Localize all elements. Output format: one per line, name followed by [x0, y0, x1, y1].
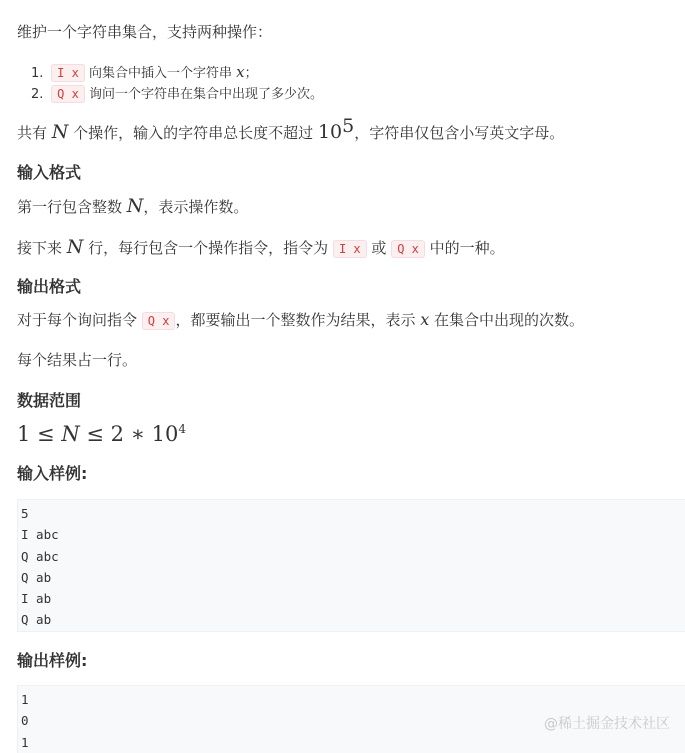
- math-op: ∗: [124, 422, 152, 446]
- list-item: [31, 83, 323, 106]
- text: ，表示操作数。: [143, 198, 249, 216]
- math-var: x: [420, 310, 430, 329]
- sample-input-heading: 输入样例:: [17, 464, 88, 483]
- output-format-heading: 输出格式: [17, 277, 82, 296]
- math-var: N: [51, 121, 69, 143]
- sample-output-heading: 输出样例:: [17, 651, 88, 670]
- list-item: [31, 61, 258, 85]
- input-line-2: [17, 235, 505, 261]
- range-formula: [17, 420, 186, 448]
- input-line-1: [17, 194, 248, 219]
- list-number: 2.: [31, 87, 44, 102]
- text: 接下来: [17, 239, 67, 257]
- list-text: 向集合中插入一个字符串: [88, 66, 237, 81]
- output-line-1: [17, 308, 584, 333]
- code-line: Q ab: [21, 569, 52, 585]
- inline-code: I x: [333, 240, 367, 258]
- code-line: 1: [21, 734, 29, 750]
- inline-code: Q x: [142, 312, 176, 330]
- text: ，字符串仅包含小写英文字母。: [354, 124, 565, 142]
- list-text: ；: [244, 66, 258, 81]
- inline-code: I x: [51, 64, 85, 82]
- text: 第一行包含整数: [17, 198, 127, 216]
- math-op: ≤: [79, 422, 111, 446]
- math-num: 1: [17, 422, 31, 446]
- math-exp: 5: [342, 115, 355, 137]
- list-number: 1.: [31, 66, 44, 81]
- inline-code: Q x: [51, 85, 85, 103]
- constraint-text: [17, 115, 565, 145]
- code-line: 1: [21, 692, 29, 707]
- output-line-2: 每个结果占一行。: [17, 351, 138, 369]
- text: 中的一种。: [424, 239, 505, 257]
- math-var: N: [61, 422, 80, 446]
- text: 共有: [17, 124, 52, 142]
- text: ，都要输出一个整数作为结果，表示: [175, 311, 421, 329]
- code-line: I abc: [21, 527, 59, 543]
- math-var: x: [236, 63, 245, 81]
- math-var: N: [126, 195, 144, 217]
- code-line: Q abc: [21, 548, 59, 564]
- text: 个操作，输入的字符串总长度不超过: [68, 124, 318, 142]
- math-op: ≤: [30, 422, 62, 446]
- math-num: 2: [110, 422, 125, 446]
- math-var: N: [66, 236, 84, 258]
- inline-code: Q x: [391, 240, 425, 258]
- text: 行，每行包含一个操作指令，指令为: [83, 239, 333, 257]
- code-line: 0: [21, 713, 29, 729]
- text: 在集合中出现的次数。: [429, 311, 585, 329]
- math-num: 10: [317, 121, 343, 143]
- text: 或: [366, 239, 392, 257]
- math-num: 10: [151, 422, 179, 446]
- code-line: Q ab: [21, 612, 52, 628]
- range-heading: 数据范围: [17, 391, 82, 410]
- watermark: @稀土掘金技术社区: [544, 716, 670, 732]
- list-text: 询问一个字符串在集合中出现了多少次。: [88, 87, 323, 102]
- intro-text: 维护一个字符串集合，支持两种操作：: [17, 23, 273, 41]
- code-line: 5: [21, 506, 29, 521]
- sample-input-block: [17, 499, 685, 632]
- math-exp: 4: [178, 422, 187, 436]
- text: 对于每个询问指令: [17, 311, 142, 329]
- code-line: I ab: [21, 591, 52, 607]
- input-format-heading: 输入格式: [17, 163, 82, 182]
